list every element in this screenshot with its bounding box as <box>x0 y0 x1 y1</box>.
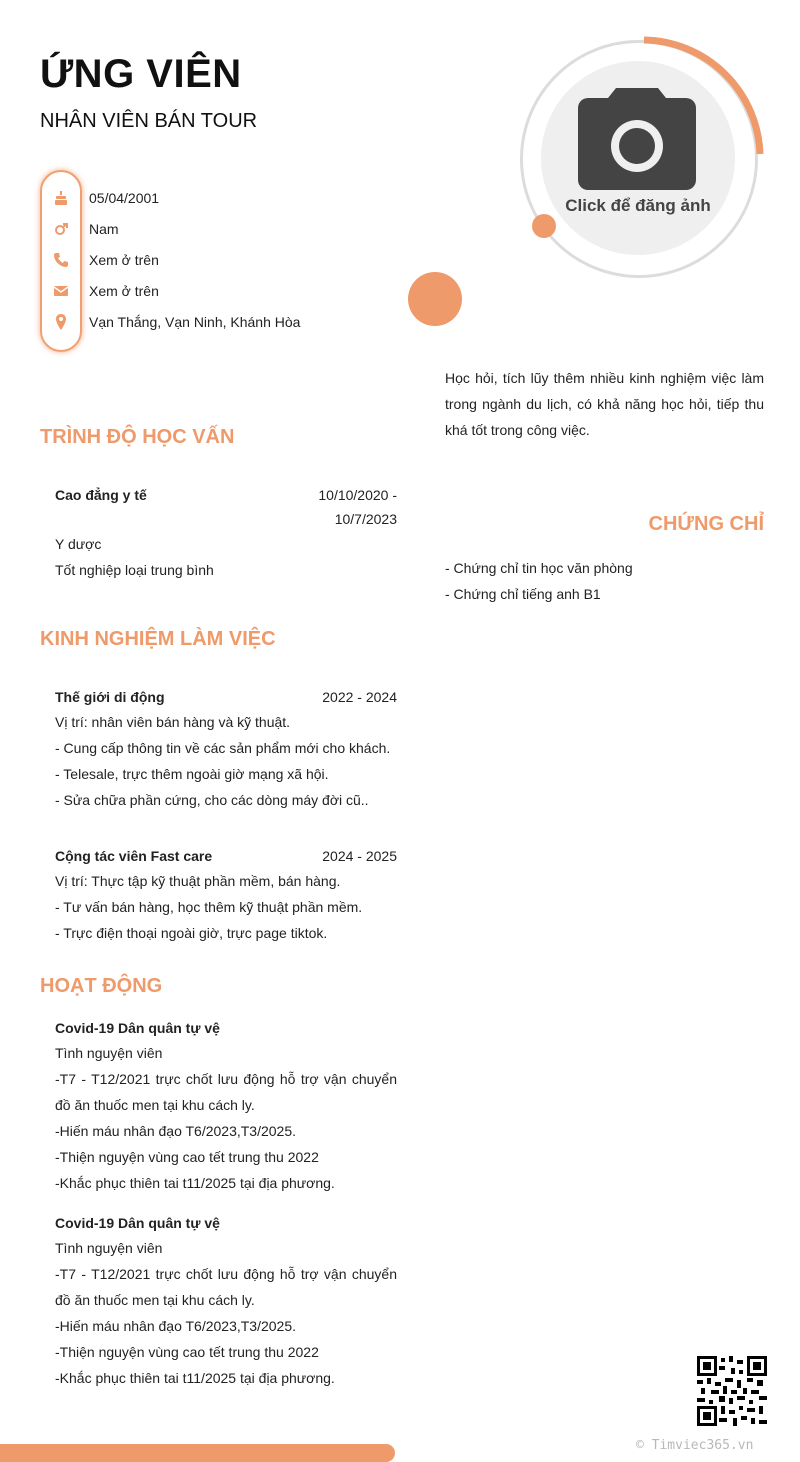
career-objective: Học hỏi, tích lũy thêm nhiều kinh nghiệm việc làm trong ngành du lịch, có khả năng học hỏi, tiếp thu khá tốt trong công việc. <box>445 370 764 438</box>
qr-code <box>697 1356 767 1426</box>
education-major: Y dược <box>55 536 102 552</box>
activity-role: Tình nguyện viên <box>55 1240 163 1256</box>
job-title: NHÂN VIÊN BÁN TOUR <box>40 110 258 132</box>
candidate-name: ỨNG VIÊN <box>40 52 242 96</box>
activity-detail: -Khắc phục thiên tai t11/2025 tại địa phương. <box>55 1370 335 1386</box>
job-company: Cộng tác viên Fast care <box>55 848 213 864</box>
education-note: Tốt nghiệp loại trung bình <box>55 562 214 578</box>
job-detail: - Sửa chữa phần cứng, cho các dòng máy đời cũ.. <box>55 792 369 808</box>
contact-phone <box>52 249 159 271</box>
decorative-circle <box>408 272 462 326</box>
contact-email-text: Xem ở trên <box>89 283 159 299</box>
gender-icon <box>52 220 70 238</box>
activities-title: HOẠT ĐỘNG <box>40 975 163 997</box>
activity-detail: -Hiến máu nhân đạo T6/2023,T3/2025. <box>55 1318 297 1334</box>
contact-address-text: Vạn Thắng, Vạn Ninh, Khánh Hòa <box>89 314 301 330</box>
map-pin-icon <box>52 313 70 331</box>
job-detail: - Trực điện thoại ngoài giờ, trực page tiktok. <box>55 925 328 941</box>
contact-address <box>52 311 300 333</box>
contact-gender <box>52 218 119 240</box>
education-date-start: 10/10/2020 - <box>318 487 397 503</box>
site-watermark: © Timviec365.vn <box>636 1438 754 1453</box>
activity-detail: -Thiện nguyện vùng cao tết trung thu 2022 <box>55 1344 319 1360</box>
activity-role: Tình nguyện viên <box>55 1045 163 1061</box>
activity-detail: -Thiện nguyện vùng cao tết trung thu 2022 <box>55 1149 319 1165</box>
activity-name: Covid-19 Dân quân tự vệ <box>55 1020 220 1036</box>
job-detail: - Tư vấn bán hàng, học thêm kỹ thuật phần mềm. <box>55 899 363 915</box>
job-detail: - Telesale, trực thêm ngoài giờ mạng xã hội. <box>55 766 329 782</box>
education-title: TRÌNH ĐỘ HỌC VẤN <box>40 426 235 448</box>
certificates-title: CHỨNG CHỈ <box>648 513 764 535</box>
job-detail: Vị trí: nhân viên bán hàng và kỹ thuật. <box>55 714 291 730</box>
activity-description: -T7 - T12/2021 trực chốt lưu động hỗ trợ vận chuyển đồ ăn thuốc men tại khu cách ly. <box>55 1266 397 1308</box>
activity-name: Covid-19 Dân quân tự vệ <box>55 1215 220 1231</box>
upload-photo-label[interactable]: Click để đăng ảnh <box>565 196 711 215</box>
envelope-icon <box>52 282 70 300</box>
phone-icon <box>52 251 70 269</box>
decorative-dot <box>532 214 556 238</box>
job-detail: Vị trí: Thực tập kỹ thuật phần mềm, bán hàng. <box>55 873 341 889</box>
activity-detail: -Hiến máu nhân đạo T6/2023,T3/2025. <box>55 1123 297 1139</box>
education-date-end: 10/7/2023 <box>334 511 397 527</box>
job-detail: - Cung cấp thông tin về các sản phẩm mới cho khách. <box>55 740 391 756</box>
contact-gender-text: Nam <box>89 221 119 237</box>
contact-email <box>52 280 159 302</box>
contact-birthday <box>52 187 159 209</box>
certificate-item: - Chứng chỉ tin học văn phòng <box>445 560 633 576</box>
camera-icon[interactable] <box>578 88 696 190</box>
education-school: Cao đẳng y tế <box>55 487 147 503</box>
decorative-bottom-bar <box>0 1444 395 1462</box>
job-period: 2022 - 2024 <box>322 689 397 705</box>
activity-description: -T7 - T12/2021 trực chốt lưu động hỗ trợ vận chuyển đồ ăn thuốc men tại khu cách ly. <box>55 1071 397 1113</box>
job-company: Thế giới di động <box>55 689 165 705</box>
birthday-cake-icon <box>52 189 70 207</box>
experience-title: KINH NGHIỆM LÀM VIỆC <box>40 628 276 650</box>
certificate-item: - Chứng chỉ tiếng anh B1 <box>445 586 601 602</box>
job-period: 2024 - 2025 <box>322 848 397 864</box>
contact-phone-text: Xem ở trên <box>89 252 159 268</box>
activity-detail: -Khắc phục thiên tai t11/2025 tại địa phương. <box>55 1175 335 1191</box>
contact-birthday-text: 05/04/2001 <box>89 190 160 206</box>
